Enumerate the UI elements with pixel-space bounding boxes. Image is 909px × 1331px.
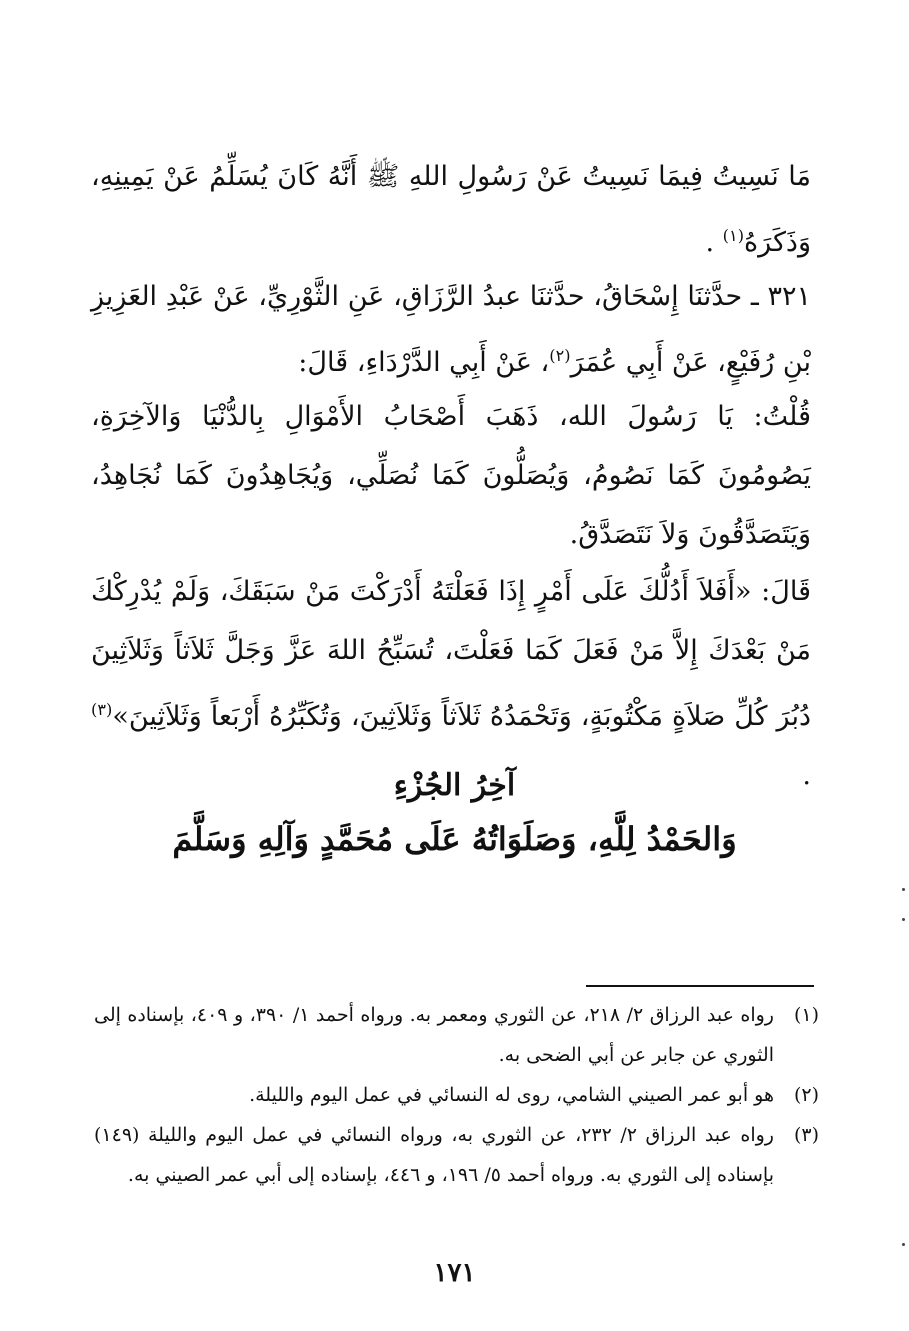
footnote-ref-1[interactable]: (١)	[722, 226, 745, 245]
closing-title: آخِرُ الجُزْءِ	[393, 768, 516, 803]
scan-speck	[902, 888, 905, 891]
footnote-ref-2[interactable]: (٢)	[549, 346, 571, 365]
paragraph-text: ٣٢١ ـ حدَّثنَا إِسْحَاقُ، حدَّثنَا عبدُ الرَّزَاقِ، عَنِ الثَّوْرِيِّ، عَنْ عَبْدِ العَزِيزِ بْنِ رُفَيْعٍ، عَنْ أَبِي عُمَرَ	[91, 281, 811, 378]
closing-blessing: وَالحَمْدُ لِلَّهِ، وَصَلَوَاتُهُ عَلَى مُحَمَّدٍ وَآلِهِ وَسَلَّمَ	[172, 820, 737, 858]
paragraph-text: مَا نَسِيتُ فِيمَا نَسِيتُ عَنْ رَسُولِ اللهِ ﷺ أَنَّهُ كَانَ يُسَلِّمُ عَنْ يَمِينِهِ، وَذَكَرَهُ	[91, 161, 811, 258]
paragraph-text: قَالَ: «أَفَلاَ أَدُلُّكَ عَلَى أَمْرٍ إِذَا فَعَلْتَهُ أَدْرَكْتَ مَنْ سَبَقَكَ، وَلَمْ يُدْرِكْكَ مَنْ بَعْدَكَ إِلاَّ مَنْ فَعَلَ كَمَا فَعَلْتَ، تُسَبِّحُ اللهَ عَزَّ وَجَلَّ ثَلاَثاً وَثَلاَثِينَ دُبُرَ كُلِّ صَلاَةٍ مَكْتُوبَةٍ، وَتَحْمَدُهُ ثَلاَثاً وَثَلاَثِينَ، وَتُكَبِّرُهُ أَرْبَعاً وَثَلاَثِينَ»	[91, 576, 811, 732]
paragraph-text: ، عَنْ أَبِي الدَّرْدَاءِ، قَالَ:	[298, 347, 550, 378]
footnote-2	[94, 1075, 819, 1115]
footnote-separator	[586, 985, 814, 987]
paragraph-text: قُلْتُ: يَا رَسُولَ الله، ذَهَبَ أَصْحَابُ الأَمْوَالِ بِالدُّنْيَا وَالآخِرَةِ، يَصُومُونَ كَمَا نَصُومُ، وَيُصَلُّونَ كَمَا نُصَلِّي، وَيُجَاهِدُونَ كَمَا نُجَاهِدُ، وَيَتَصَدَّقُونَ وَلاَ نَتَصَدَّقُ.	[91, 401, 811, 550]
footnote-ref-3[interactable]: (٣)	[91, 700, 113, 719]
footnote-number: (١)	[793, 1004, 819, 1026]
page-number: ١٧١	[433, 1258, 476, 1288]
footnotes	[94, 995, 819, 1195]
scan-speck	[902, 1243, 905, 1246]
footnote-1	[94, 995, 819, 1075]
footnote-number: (٢)	[793, 1084, 819, 1106]
footnote-text: هو أبو عمر الصيني الشامي، روى له النسائي في عمل اليوم والليلة.	[249, 1084, 774, 1106]
footnote-3	[94, 1115, 819, 1195]
paragraph-end: .	[705, 227, 715, 258]
paragraph-end: .	[802, 760, 811, 791]
footnote-text: رواه عبد الرزاق ٢/ ٢٣٢، عن الثوري به، ورواه النسائي في عمل اليوم والليلة (١٤٩) بإسناده إلى الثوري به. ورواه أحمد ٥/ ١٩٦، و ٤٤٦، بإسناده إلى أبي عمر الصيني به.	[94, 1124, 774, 1186]
paragraph-hadith-continuation	[91, 147, 811, 272]
footnote-number: (٣)	[793, 1124, 819, 1146]
paragraph-question	[91, 387, 811, 564]
paragraph-hadith-321	[91, 267, 811, 392]
footnote-text: رواه عبد الرزاق ٢/ ٢١٨، عن الثوري ومعمر به. ورواه أحمد ١/ ٣٩٠، و ٤٠٩، بإسناده إلى الثوري عن جابر عن أبي الضحى به.	[94, 1004, 774, 1066]
scan-speck	[902, 918, 905, 921]
